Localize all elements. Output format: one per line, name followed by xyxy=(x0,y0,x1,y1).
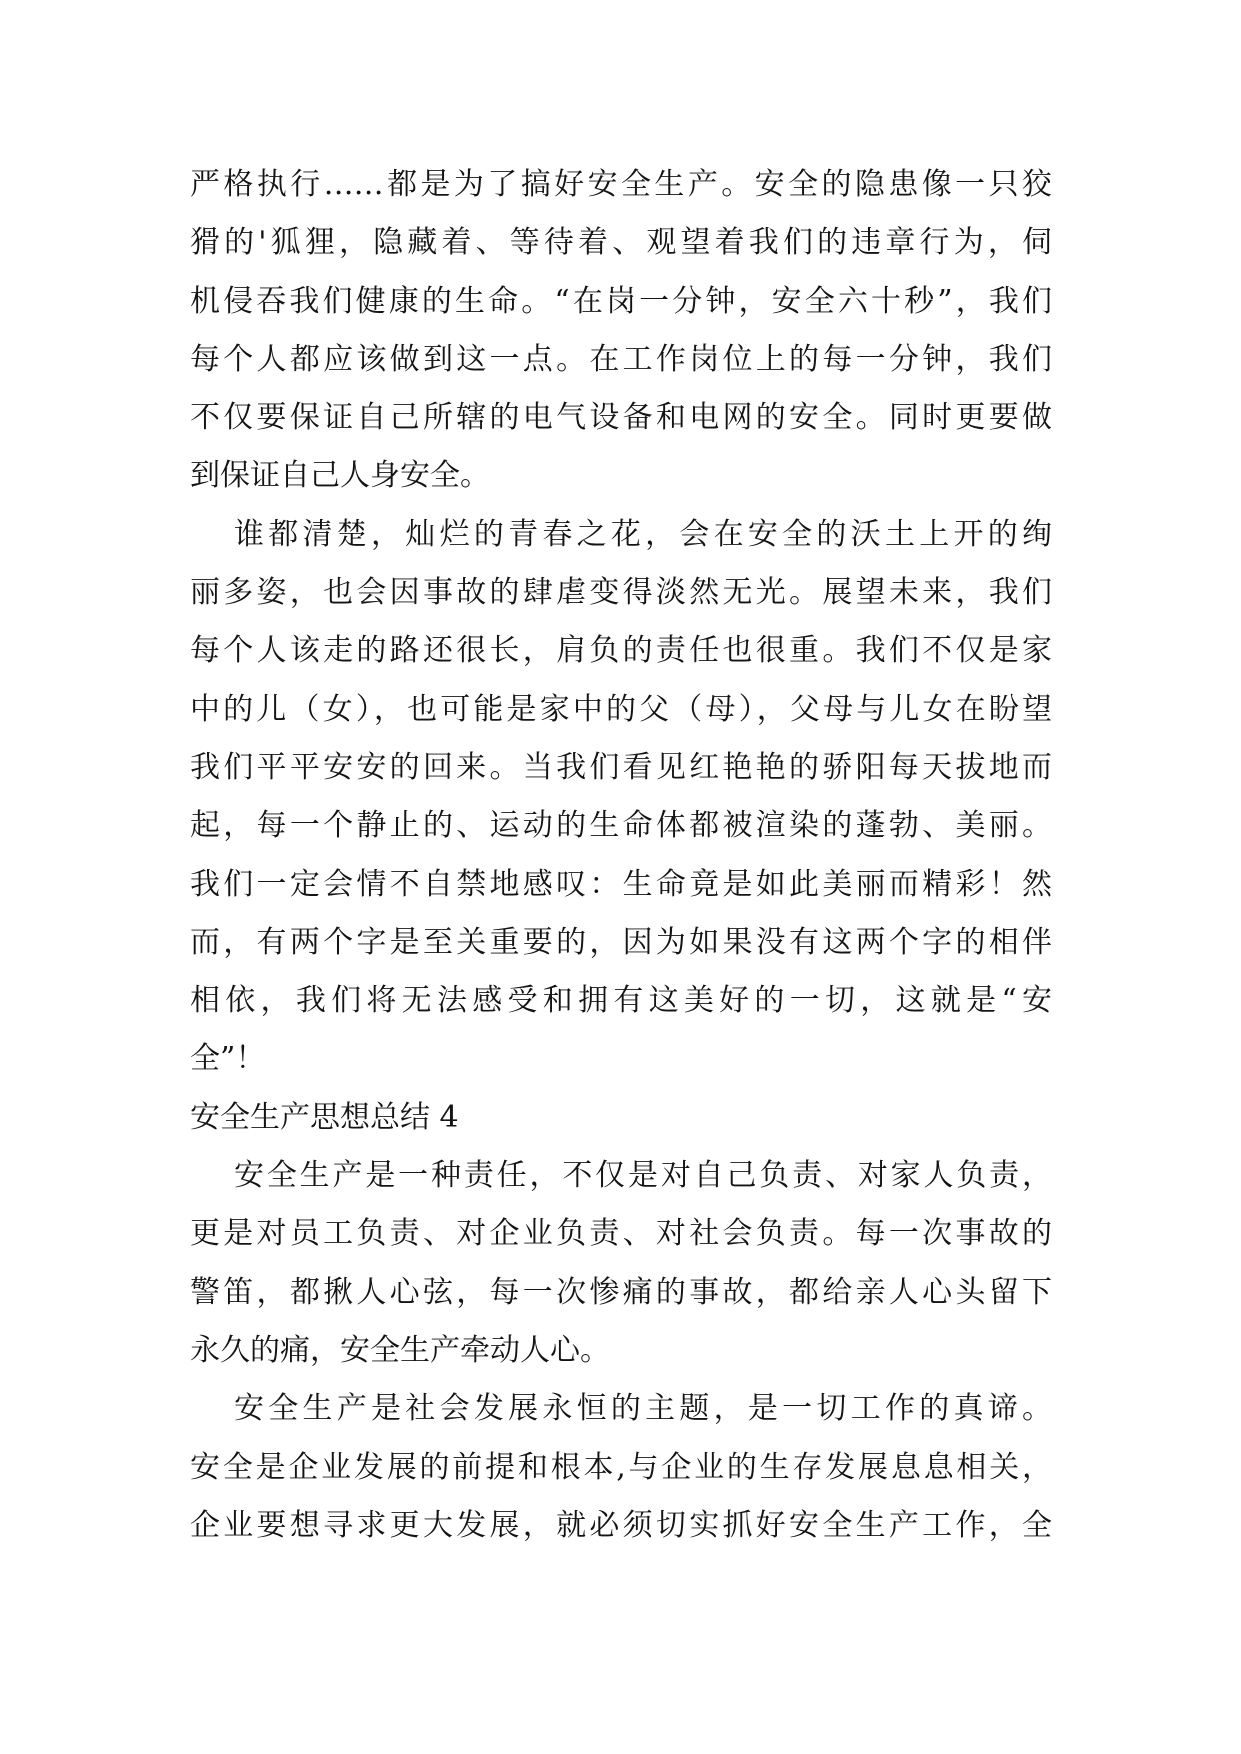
text-line: 更是对员工负责、对企业负责、对社会负责。每一次事故的 xyxy=(190,1216,1052,1252)
paragraph xyxy=(190,1147,1052,1380)
text-line: 每个人都应该做到这一点。在工作岗位上的每一分钟，我们 xyxy=(190,341,1052,377)
text-line: 起，每一个静止的、运动的生命体都被渲染的蓬勃、美丽。 xyxy=(190,808,1052,844)
document-body xyxy=(190,156,1052,1555)
text-line: 安全生产是社会发展永恒的主题，是一切工作的真谛。 xyxy=(234,1391,1052,1427)
text-line: 我们一定会情不自禁地感叹：生命竟是如此美丽而精彩！然 xyxy=(190,866,1052,902)
text-line: 谁都清楚，灿烂的青春之花，会在安全的沃土上开的绚 xyxy=(234,516,1052,552)
paragraph xyxy=(190,156,1052,506)
text-line: 严格执行……都是为了搞好安全生产。安全的隐患像一只狡 xyxy=(190,167,1052,202)
paragraph xyxy=(190,1380,1052,1555)
text-line: 不仅要保证自己所辖的电气设备和电网的安全。同时更要做 xyxy=(190,400,1052,436)
text-line: 每个人该走的路还很长，肩负的责任也很重。我们不仅是家 xyxy=(190,633,1052,669)
paragraph xyxy=(190,506,1052,1089)
text-line: 安全是企业发展的前提和根本,与企业的生存发展息息相关， xyxy=(190,1449,1052,1485)
text-line: 安全生产是一种责任，不仅是对自己负责、对家人负责， xyxy=(234,1158,1052,1194)
text-line: 机侵吞我们健康的生命。“在岗一分钟，安全六十秒”，我们 xyxy=(190,283,1052,319)
text-line: 猾的'狐狸，隐藏着、等待着、观望着我们的违章行为，伺 xyxy=(190,225,1052,261)
text-line: 丽多姿，也会因事故的肆虐变得淡然无光。展望未来，我们 xyxy=(190,575,1052,611)
text-line: 而，有两个字是至关重要的，因为如果没有这两个字的相伴 xyxy=(190,924,1052,960)
text-line: 警笛，都揪人心弦，每一次惨痛的事故，都给亲人心头留下 xyxy=(190,1274,1052,1310)
text-line: 相依，我们将无法感受和拥有这美好的一切，这就是“安 xyxy=(190,983,1052,1019)
text-line: 我们平平安安的回来。当我们看见红艳艳的骄阳每天拔地而 xyxy=(190,749,1052,785)
text-line: 中的儿（女），也可能是家中的父（母），父母与儿女在盼望 xyxy=(190,691,1052,727)
text-line: 永久的痛，安全生产牵动人心。 xyxy=(190,1332,610,1368)
text-line: 企业要想寻求更大发展，就必须切实抓好安全生产工作，全 xyxy=(190,1507,1052,1543)
text-line: 全”！ xyxy=(190,1041,266,1077)
section-heading: 安全生产思想总结 4 xyxy=(190,1099,459,1135)
text-line: 到保证自己人身安全。 xyxy=(190,458,490,494)
